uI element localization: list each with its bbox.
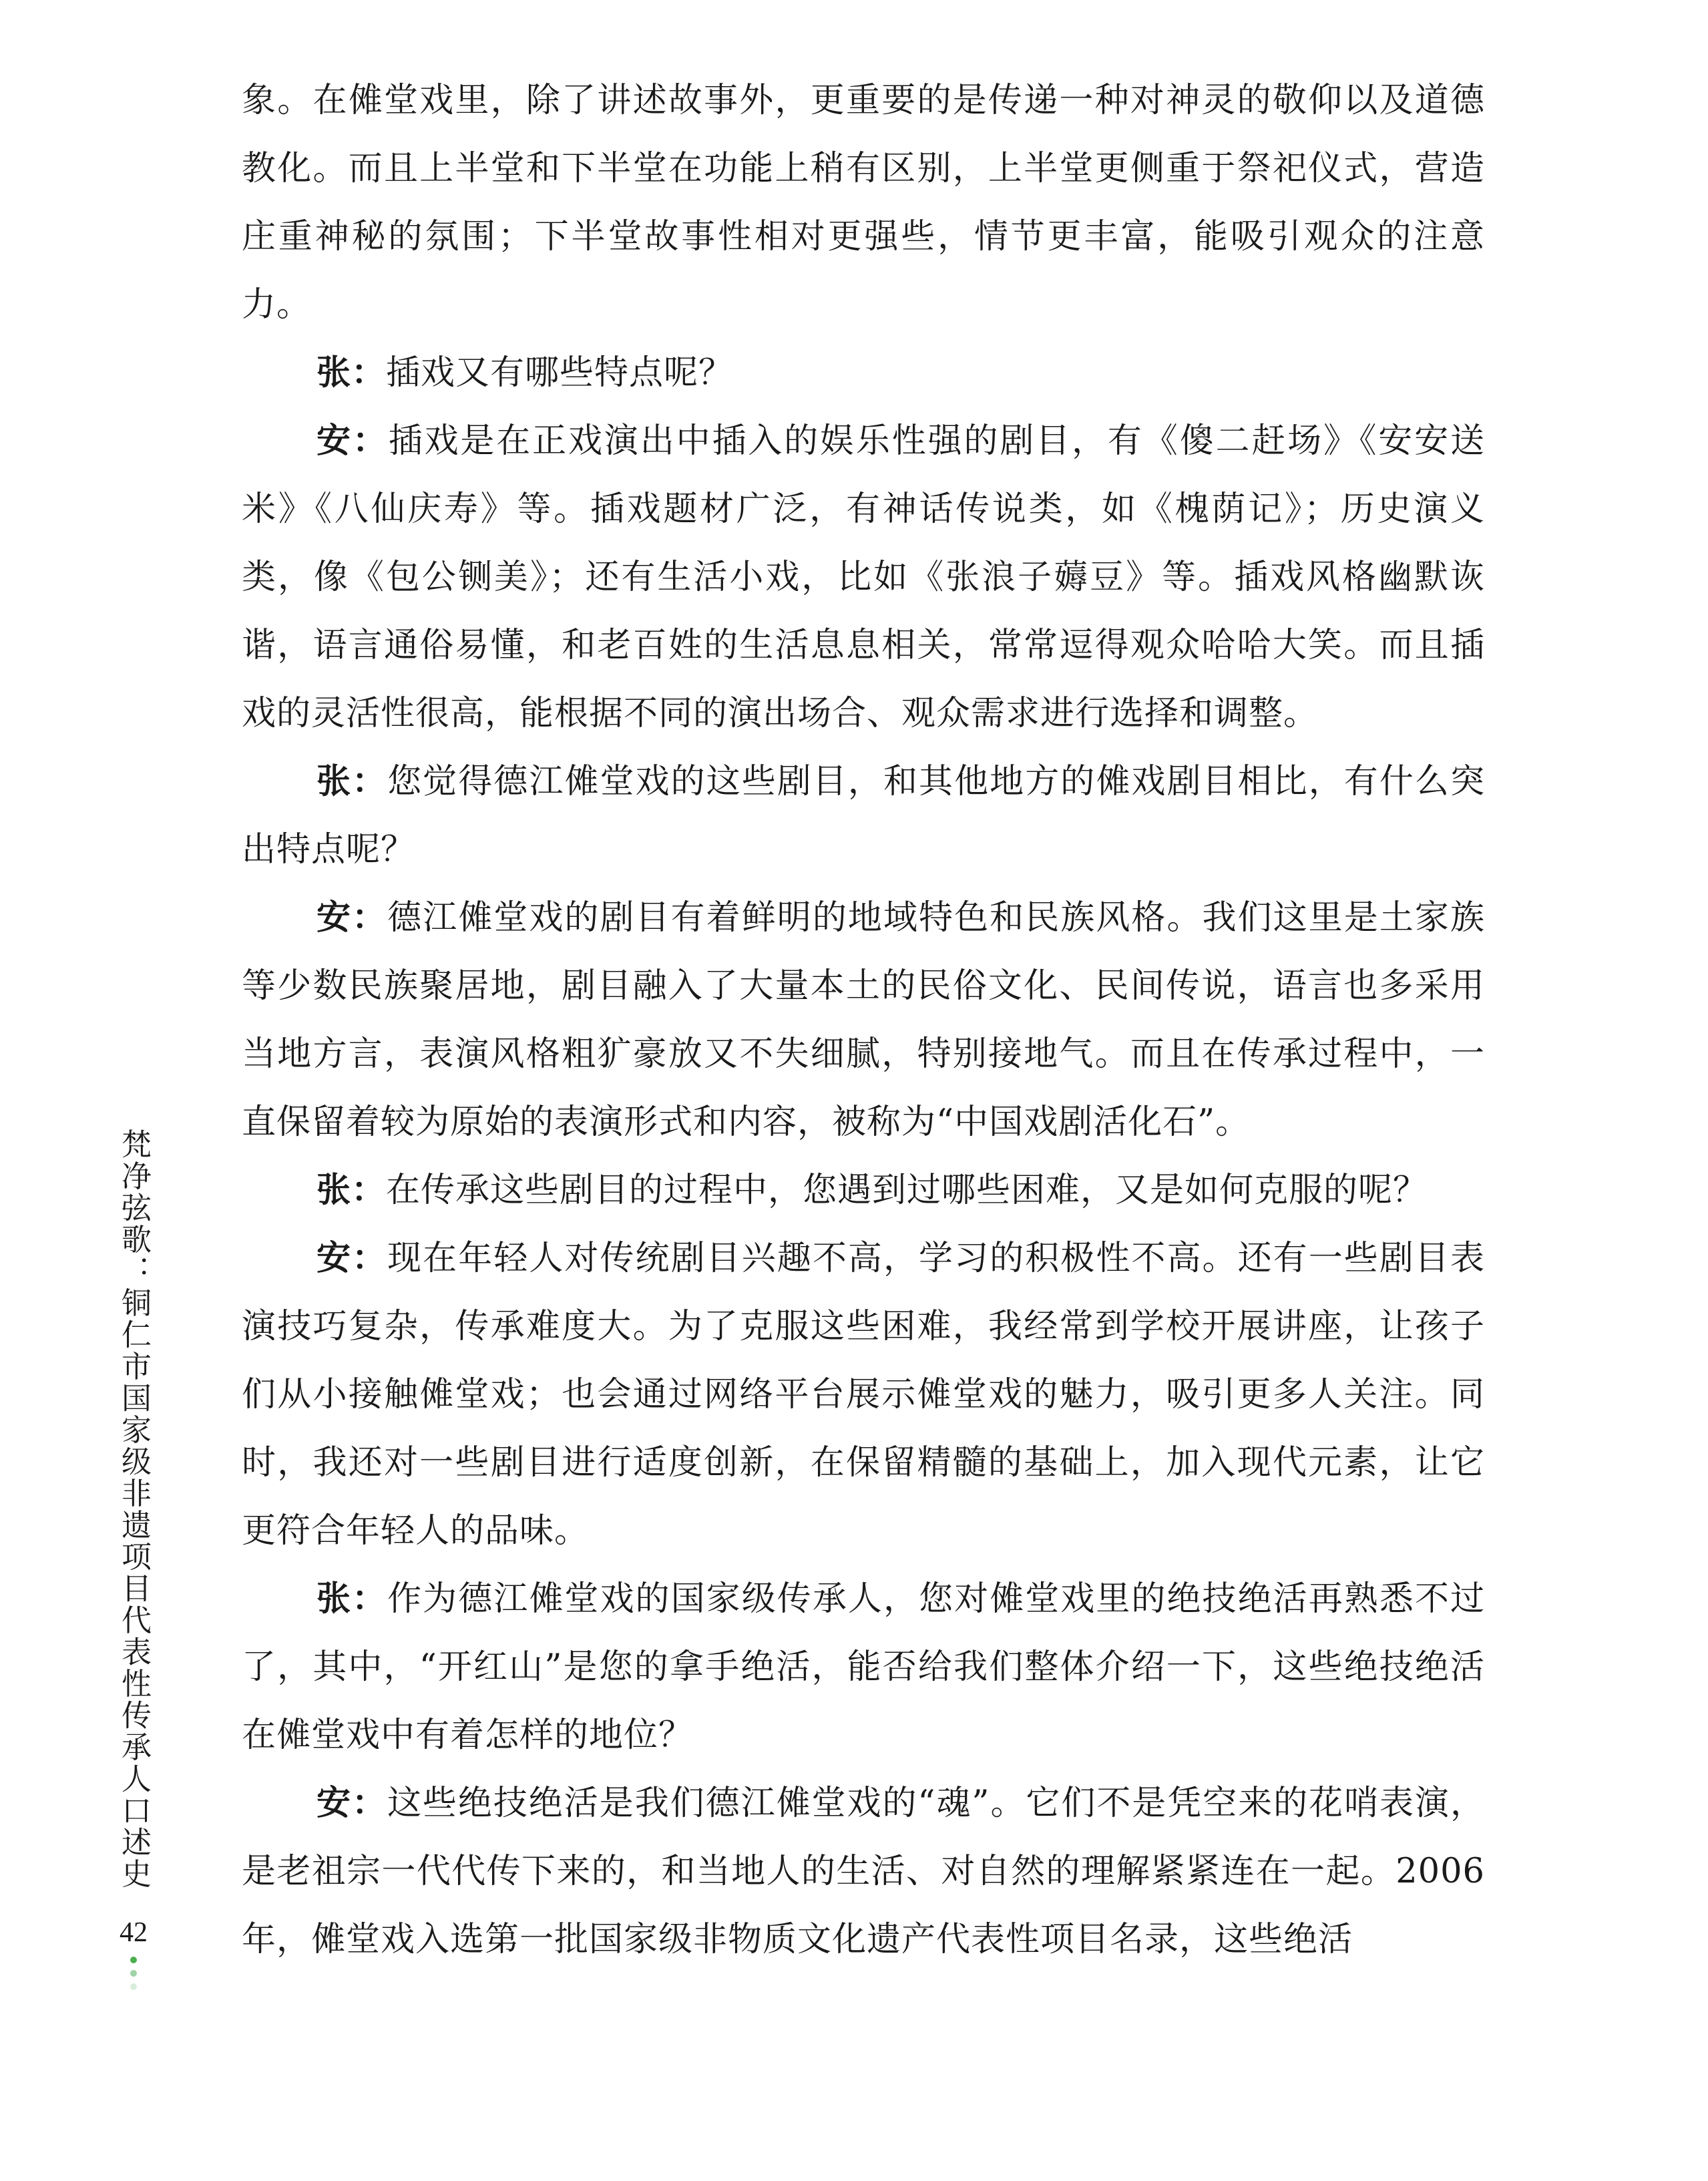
book-title: 梵净弦歌：铜仁市国家级非遗项目代表性传承人口述史	[116, 1129, 152, 1890]
running-sidebar	[112, 1129, 155, 1990]
dot-icon	[130, 1957, 137, 1963]
paragraph	[242, 67, 1485, 339]
paragraph	[242, 339, 1485, 407]
paragraph-text: 德江傩堂戏的剧目有着鲜明的地域特色和民族风格。我们这里是土家族等少数民族聚居地，剧目融入了大量本土的民俗文化、民间传说，语言也多采用当地方言，表演风格粗犷豪放又不失细腻，特别接地气。而且在传承过程中，一直保留着较为原始的表演形式和内容，被称为“中国戏剧活化石”。	[242, 898, 1485, 1142]
paragraph	[242, 748, 1485, 884]
decorative-dots	[130, 1957, 137, 1990]
paragraph-text: 插戏是在正戏演出中插入的娱乐性强的剧目，有《傻二赶场》《安安送米》《八仙庆寿》等。插戏题材广泛，有神话传说类，如《槐荫记》；历史演义类，像《包公铡美》；还有生活小戏，比如《张浪子薅豆》等。插戏风格幽默诙谐，语言通俗易懂，和老百姓的生活息息相关，常常逗得观众哈哈大笑。而且插戏的灵活性很高，能根据不同的演出场合、观众需求进行选择和调整。	[242, 421, 1485, 733]
paragraph-text: 现在年轻人对传统剧目兴趣不高，学习的积极性不高。还有一些剧目表演技巧复杂，传承难度大。为了克服这些困难，我经常到学校开展讲座，让孩子们从小接触傩堂戏；也会通过网络平台展示傩堂戏的魅力，吸引更多人关注。同时，我还对一些剧目进行适度创新，在保留精髓的基础上，加入现代元素，让它更符合年轻人的品味。	[242, 1239, 1485, 1551]
paragraph-text: 插戏又有哪些特点呢？	[386, 353, 734, 393]
paragraph-text: 您觉得德江傩堂戏的这些剧目，和其他地方的傩戏剧目相比，有什么突出特点呢？	[242, 762, 1485, 869]
speaker-label: 张：	[316, 1579, 388, 1619]
paragraph	[242, 1770, 1485, 1974]
speaker-label: 张：	[316, 353, 387, 393]
page-number: 42	[120, 1917, 148, 1948]
paragraph-text: 这些绝技绝活是我们德江傩堂戏的“魂”。它们不是凭空来的花哨表演，是老祖宗一代代传下来的，和当地人的生活、对自然的理解紧紧连在一起。2006 年，傩堂戏入选第一批国家级非物质文化遗产代表性项目名录，这些绝活	[242, 1784, 1485, 1959]
paragraph-text: 象。在傩堂戏里，除了讲述故事外，更重要的是传递一种对神灵的敬仰以及道德教化。而且上半堂和下半堂在功能上稍有区别，上半堂更侧重于祭祀仪式，营造庄重神秘的氛围；下半堂故事性相对更强些，情节更丰富，能吸引观众的注意力。	[242, 81, 1485, 325]
paragraph	[242, 1565, 1485, 1770]
paragraph-text: 在传承这些剧目的过程中，您遇到过哪些困难，又是如何克服的呢？	[386, 1171, 1428, 1210]
body-text	[242, 67, 1485, 1974]
paragraph	[242, 407, 1485, 748]
speaker-label: 张：	[316, 1171, 387, 1210]
paragraph	[242, 884, 1485, 1157]
speaker-label: 张：	[316, 762, 388, 801]
speaker-label: 安：	[316, 1784, 387, 1823]
speaker-label: 安：	[316, 421, 389, 461]
speaker-label: 安：	[316, 898, 388, 938]
dot-icon	[130, 1983, 137, 1990]
dot-icon	[130, 1970, 137, 1977]
paragraph	[242, 1157, 1485, 1225]
speaker-label: 安：	[316, 1239, 388, 1278]
paragraph	[242, 1225, 1485, 1565]
paragraph-text: 作为德江傩堂戏的国家级传承人，您对傩堂戏里的绝技绝活再熟悉不过了，其中，“开红山”是您的拿手绝活，能否给我们整体介绍一下，这些绝技绝活在傩堂戏中有着怎样的地位？	[242, 1579, 1485, 1755]
